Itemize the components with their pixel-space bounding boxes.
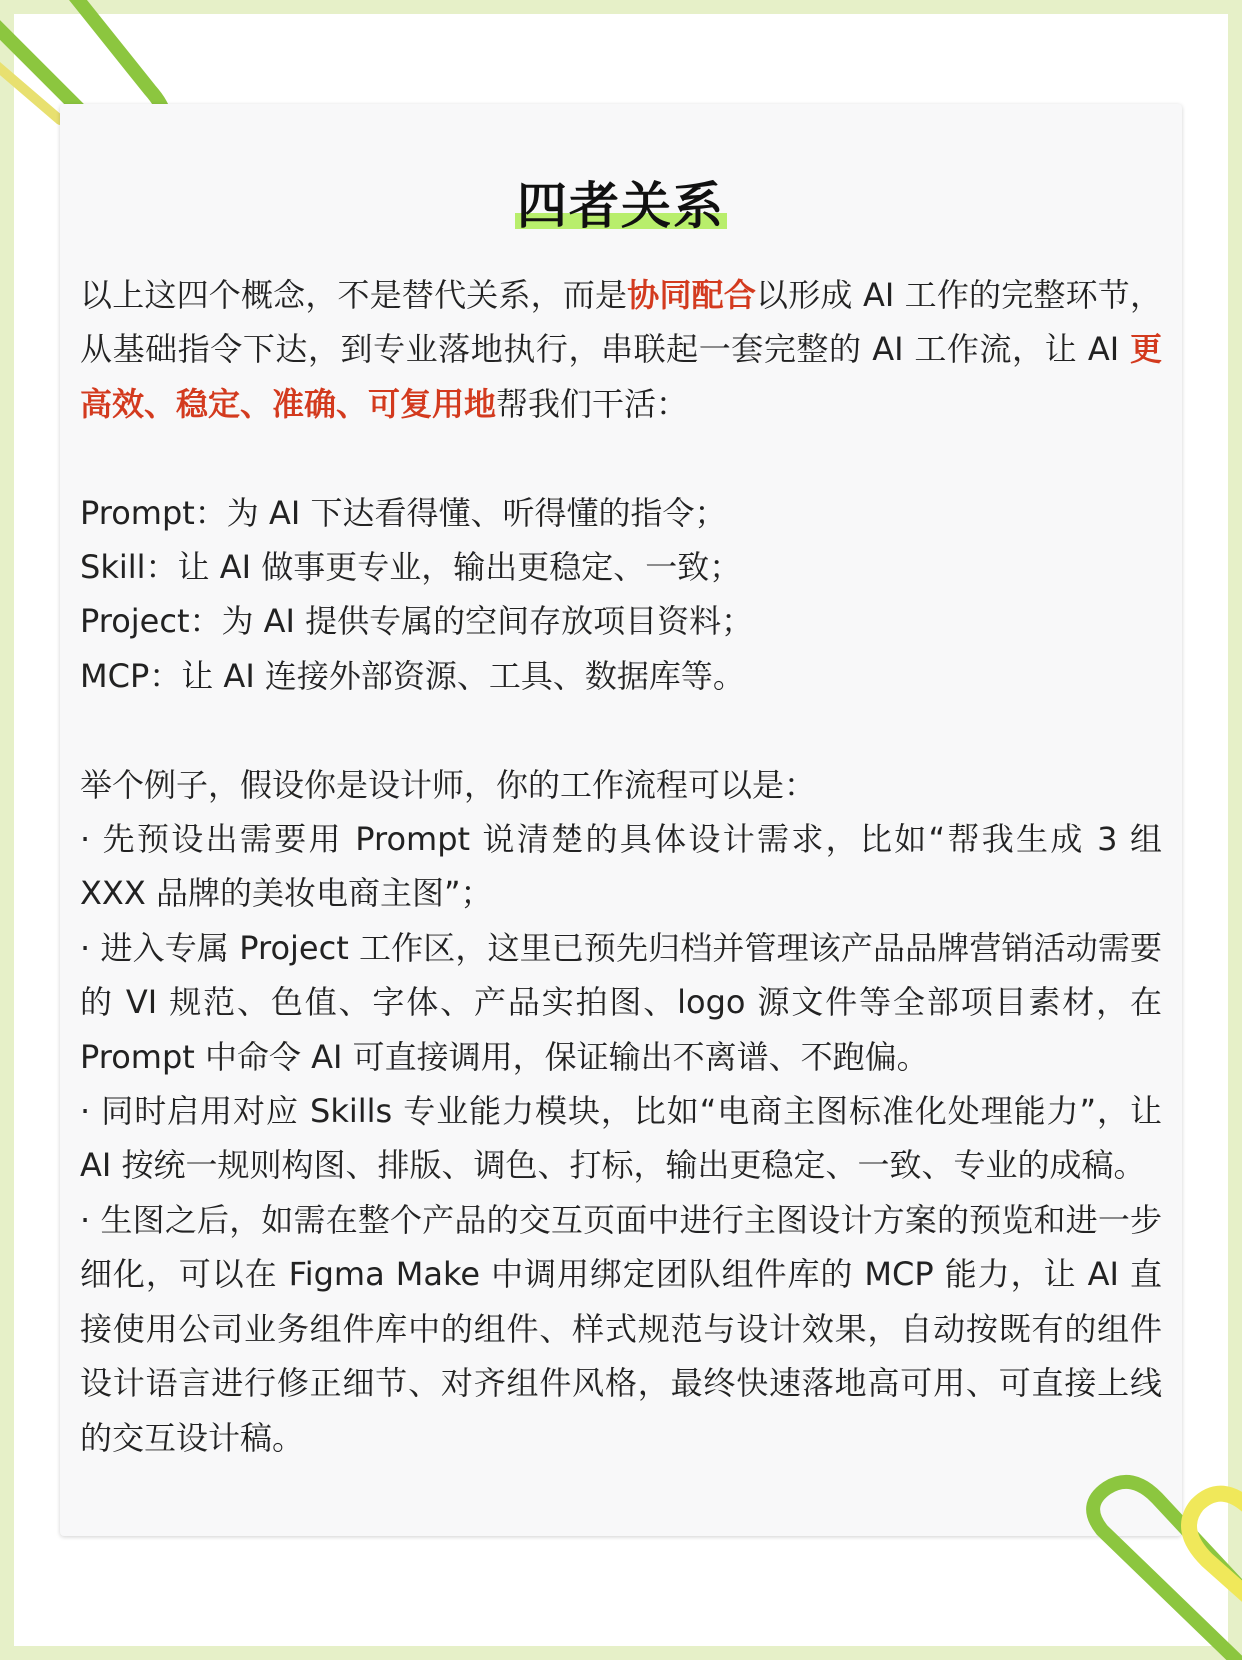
intro-text-1: 以上这四个概念，不是替代关系，而是 <box>80 276 628 314</box>
content-card <box>60 104 1182 1536</box>
definition-mcp: MCP：让 AI 连接外部资源、工具、数据库等。 <box>80 656 745 695</box>
page-title: 四者关系 <box>517 177 725 235</box>
intro-text-3: 帮我们干活： <box>496 384 689 423</box>
intro-highlight-2: 更高效、稳定、准确、可复用地 <box>80 330 1162 423</box>
definition-skill: Skill：让 AI 做事更专业，输出更稳定、一致； <box>80 548 742 587</box>
definition-project: Project：为 AI 提供专属的空间存放项目资料； <box>80 602 754 641</box>
paragraph-gap <box>80 431 1162 485</box>
step-item-skills: · 同时启用对应 Skills 专业能力模块，比如“电商主图标准化处理能力”，让 AI 按统一规则构图、排版、调色、打标，输出更稳定、一致、专业的成稿。 <box>80 1092 1162 1185</box>
example-intro: 举个例子，假设你是设计师，你的工作流程可以是： <box>80 765 817 804</box>
paragraph-gap <box>80 703 1162 757</box>
definition-prompt: Prompt：为 AI 下达看得懂、听得懂的指令； <box>80 493 727 532</box>
step-item-mcp: · 生图之后，如需在整个产品的交互页面中进行主图设计方案的预览和进一步细化，可以在 Figma Make 中调用绑定团队组件库的 MCP 能力，让 AI 直接使用公司业务组件库中的组件、样式规范与设计效果，自动按既有的组件设计语言进行修正细节、对齐组件风格，最终快速落地高可用、可直接上线的交互设计稿。 <box>80 1200 1162 1457</box>
step-item-project: · 进入专属 Project 工作区，这里已预先归档并管理该产品品牌营销活动需要的 VI 规范、色值、字体、产品实拍图、logo 源文件等全部项目素材，在 Prompt 中命令 AI 可直接调用，保证输出不离谱、不跑偏。 <box>80 928 1162 1076</box>
intro-paragraph <box>80 268 1162 431</box>
intro-highlight-1: 协同配合 <box>627 276 757 314</box>
intro-text-2: 以形成 AI 工作的完整环节，从基础指令下达，到专业落地执行，串联起一套完整的 AI 工作流，让 AI <box>80 276 1162 369</box>
step-item-prompt: · 先预设出需要用 Prompt 说清楚的具体设计需求，比如“帮我生成 3 组 XXX 品牌的美妆电商主图”； <box>80 820 1162 913</box>
article-body <box>80 268 1162 1465</box>
